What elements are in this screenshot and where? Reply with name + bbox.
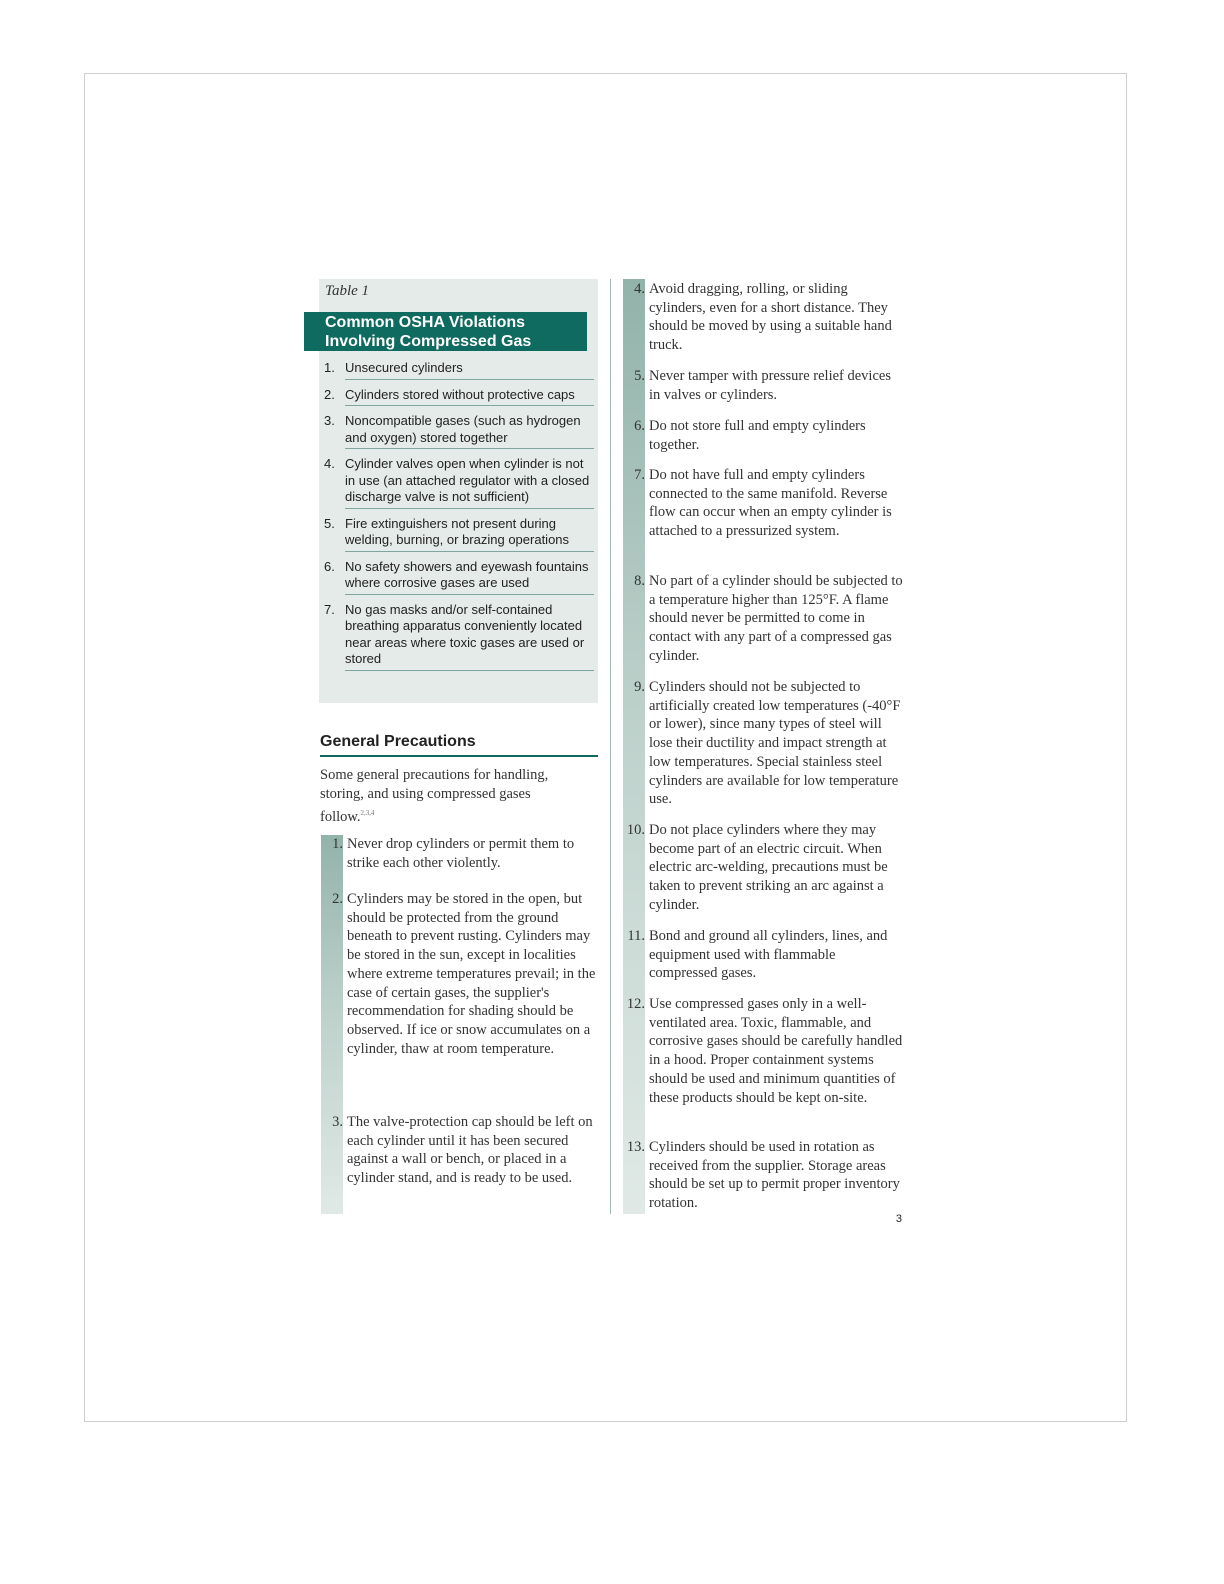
precaution-text: Cylinders may be stored in the open, but should be protected from the ground beneath to prevent rusting. Cylinders may be stored in the sun, except in localities where extreme temperatures prevail; in the case of certain gases, the supplier's recommendation for shading should be observed. If ice or snow accumulates on a cylinder, thaw at room temperature.	[347, 891, 596, 1057]
precaution-text: Do not have full and empty cylinders connected to the same manifold. Reverse flow can occur when an empty cylinder is attached to a pressurized system.	[649, 467, 892, 540]
table-title	[304, 312, 587, 351]
reference-superscript: 2,3,4	[360, 809, 375, 817]
section-intro	[320, 766, 582, 827]
table-item-number: 1.	[324, 360, 335, 375]
precaution-item	[321, 835, 599, 872]
page-frame	[84, 73, 1127, 1422]
precaution-item	[623, 417, 903, 454]
table-item-number: 7.	[324, 601, 335, 617]
table-item-text: No gas masks and/or self-contained breathing apparatus conveniently located near areas where toxic gases are used or stored	[345, 601, 585, 666]
precaution-number: 8.	[634, 573, 645, 589]
precaution-item	[321, 1113, 599, 1188]
table-list-item	[322, 413, 594, 449]
precaution-number: 5.	[634, 368, 645, 384]
precaution-item	[623, 927, 903, 983]
precaution-number: 9.	[634, 679, 645, 695]
table-item-text: No safety showers and eyewash fountains where corrosive gases are used	[345, 558, 589, 590]
table-item-text: Cylinder valves open when cylinder is not in use (an attached regulator with a closed discharge valve is not sufficient)	[345, 456, 590, 504]
table-list-item	[322, 360, 594, 380]
precaution-item	[623, 466, 903, 541]
precaution-number: 2.	[332, 891, 343, 907]
table-item-number: 3.	[324, 413, 335, 428]
table-item-text: Noncompatible gases (such as hydrogen and oxygen) stored together	[345, 413, 581, 445]
table-list	[322, 360, 594, 678]
table-title-line2: Involving Compressed Gas	[325, 333, 532, 350]
precaution-number: 4.	[634, 281, 645, 297]
precaution-item	[623, 995, 903, 1107]
precaution-item	[623, 1138, 903, 1213]
precaution-text: Do not store full and empty cylinders together.	[649, 418, 866, 453]
table-list-item	[322, 559, 594, 595]
precaution-text: Avoid dragging, rolling, or sliding cylinders, even for a short distance. They should be moved by using a suitable hand truck.	[649, 281, 892, 354]
table-item-text: Cylinders stored without protective caps	[345, 386, 575, 402]
precaution-number: 1.	[332, 836, 343, 852]
table-item-text: Unsecured cylinders	[345, 360, 463, 375]
column-divider	[610, 279, 611, 1214]
section-heading: General Precautions	[320, 733, 598, 757]
precaution-number: 11.	[627, 928, 645, 944]
section-intro-text: Some general precautions for handling, storing, and using compressed gases follow.	[320, 767, 549, 825]
table-label: Table 1	[325, 283, 370, 299]
table-item-text: Fire extinguishers not present during welding, burning, or brazing operations	[345, 515, 570, 547]
table-list-item	[322, 387, 594, 407]
precaution-text: No part of a cylinder should be subjected to a temperature higher than 125°F. A flame should never be permitted to come in contact with any part of a compressed gas cylinder.	[649, 573, 903, 664]
precaution-number: 3.	[332, 1114, 343, 1130]
table-item-number: 6.	[324, 558, 335, 574]
table-item-number: 4.	[324, 456, 335, 471]
precaution-number: 13.	[626, 1139, 645, 1155]
precaution-text: Never tamper with pressure relief devices in valves or cylinders.	[649, 368, 891, 403]
precaution-text: The valve-protection cap should be left on each cylinder until it has been secured against a wall or bench, or placed in a cylinder stand, and is ready to be used.	[347, 1114, 593, 1187]
table-item-number: 5.	[324, 515, 335, 531]
precaution-item	[623, 280, 903, 355]
precaution-item	[623, 678, 903, 809]
table-list-item	[322, 602, 594, 671]
precaution-number: 12.	[626, 996, 645, 1012]
precaution-text: Bond and ground all cylinders, lines, and equipment used with flammable compressed gases.	[649, 928, 888, 982]
precaution-item	[321, 890, 599, 1058]
table-item-number: 2.	[324, 386, 335, 402]
table-list-item	[322, 516, 594, 552]
precaution-text: Do not place cylinders where they may become part of an electric circuit. When electric arc-welding, precautions must be taken to prevent striking an arc against a cylinder.	[649, 822, 888, 913]
table-list-item	[322, 456, 594, 509]
precaution-item	[623, 821, 903, 915]
precaution-number: 6.	[634, 418, 645, 434]
precaution-text: Cylinders should be used in rotation as received from the supplier. Storage areas should be set up to permit proper inventory rotation.	[649, 1139, 900, 1212]
precaution-item	[623, 367, 903, 404]
precaution-text: Never drop cylinders or permit them to strike each other violently.	[347, 836, 575, 871]
precaution-number: 10.	[626, 822, 645, 838]
precaution-number: 7.	[634, 467, 645, 483]
precaution-text: Use compressed gases only in a well-ventilated area. Toxic, flammable, and corrosive gases should be carefully handled in a hood. Proper containment systems should be used and minimum quantities of these products should be kept on-site.	[649, 996, 903, 1106]
precaution-item	[623, 572, 903, 666]
page-number: 3	[895, 1213, 902, 1225]
table-title-line1: Common OSHA Violations	[325, 314, 526, 331]
precaution-text: Cylinders should not be subjected to artificially created low temperatures (-40°F or lower), since many types of steel will lose their ductility and impact strength at low temperatures. Special stainless steel cylinders are available for low temperature use.	[649, 679, 901, 808]
